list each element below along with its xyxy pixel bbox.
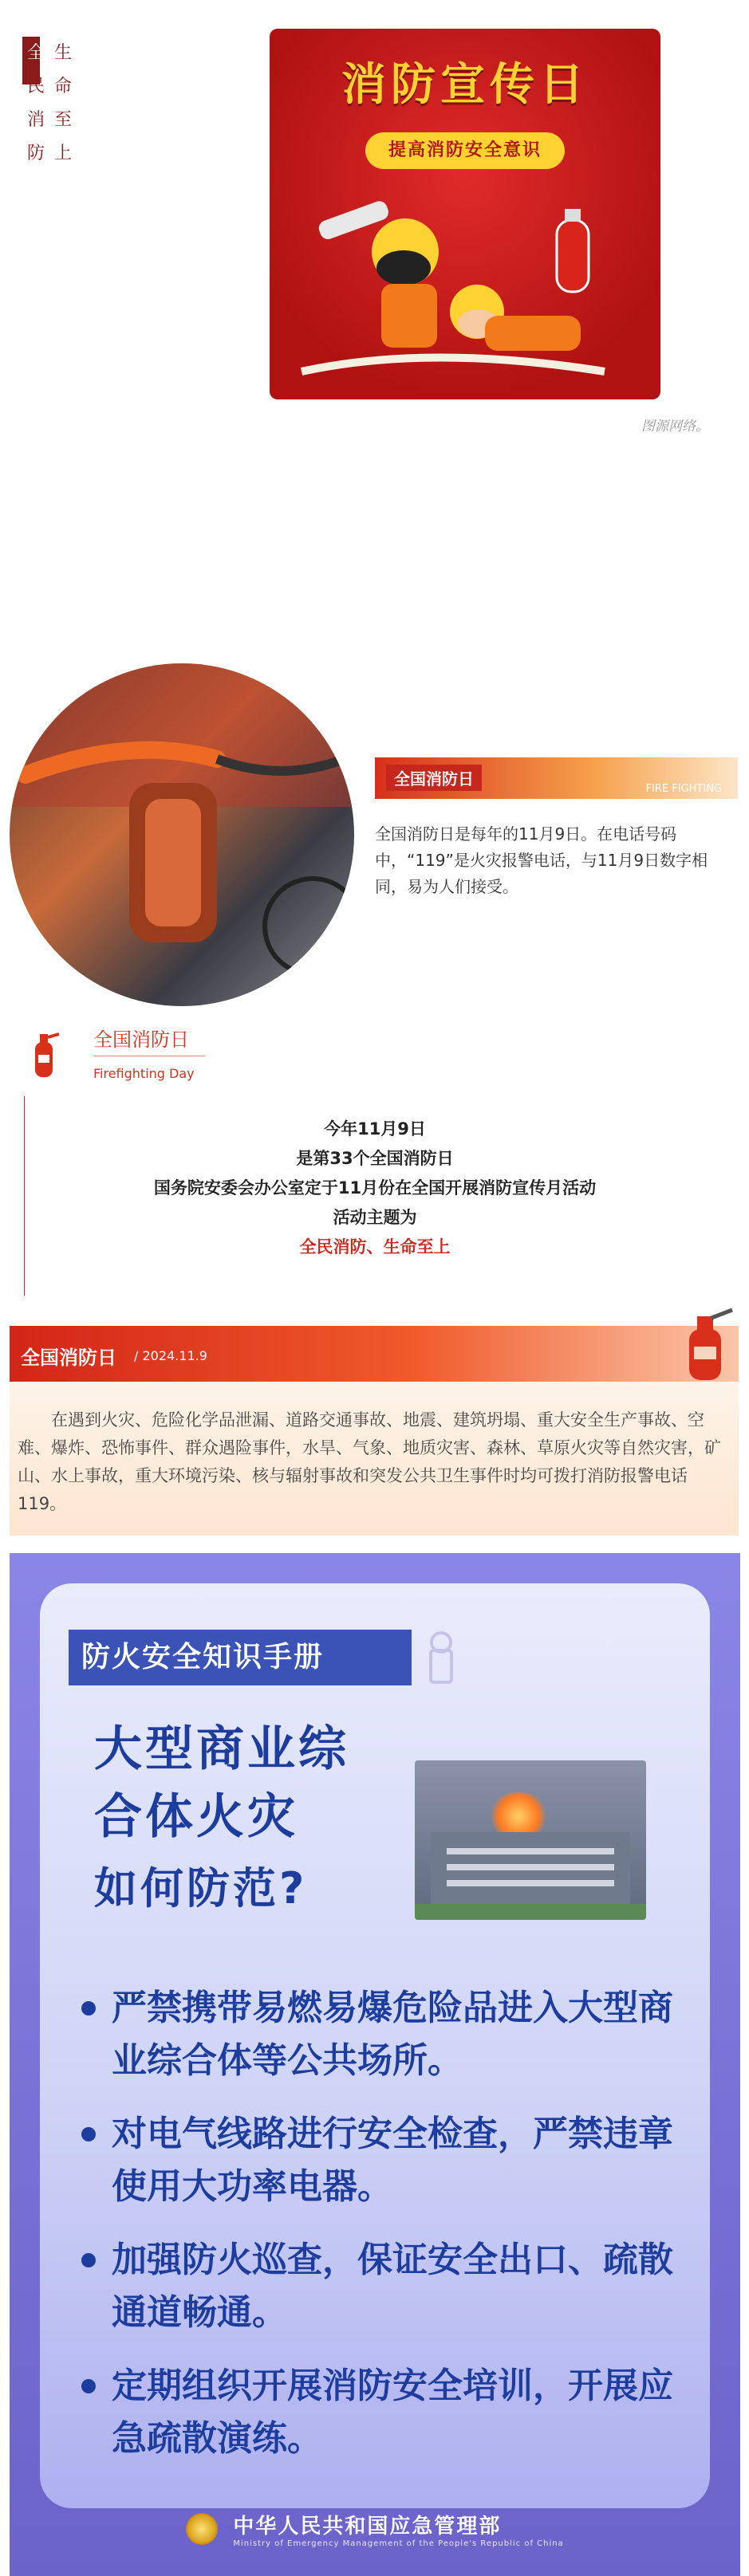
slogan-column-1	[27, 41, 45, 166]
manual-headline-line: 如何防范?	[94, 1863, 308, 1913]
section2-announcement	[64, 1115, 686, 1262]
announcement-line: 国务院安委会办公室定于11月份在全国开展消防宣传月活动	[153, 1178, 597, 1198]
section3-header-bar	[10, 1326, 739, 1382]
slogan-column-2	[54, 41, 72, 166]
announcement-line: 是第33个全国消防日	[296, 1149, 454, 1168]
fire-extinguisher-icon	[557, 209, 589, 292]
manual-bullet: 加强防火巡查，保证安全出口、疏散通道畅通。	[75, 2234, 681, 2339]
section3-date: / 2024.11.9	[134, 1348, 207, 1363]
fire-day-poster	[270, 29, 660, 399]
slogan-char: 命	[54, 77, 73, 96]
ministry-name-en: Ministry of Emergency Management of the People's Republic of China	[233, 2539, 564, 2548]
poster-title: 消防宣传日	[341, 59, 589, 111]
section2-subtitle: Firefighting Day	[93, 1066, 195, 1081]
section2-vertical-rule	[24, 1096, 25, 1296]
slogan-char: 民	[27, 77, 45, 96]
intro-tag-english: FIRE FIGHTING	[645, 783, 722, 795]
ministry-footer	[10, 2510, 740, 2566]
poster-subtitle: 提高消防安全意识	[365, 132, 565, 169]
fire-extinguisher-icon	[680, 1302, 735, 1382]
building-shape	[415, 1760, 646, 1920]
announcement-line: 今年11月9日	[324, 1119, 426, 1139]
bicycle-extinguisher-photo	[10, 663, 354, 1006]
firefighter-illustration	[270, 29, 660, 399]
firefighter-right-figure	[450, 285, 581, 351]
section3-paragraph: 在遇到火灾、危险化学品泄漏、道路交通事故、地震、建筑坍塌、重大安全生产事故、空难、爆炸、恐怖事件、群众遇险事件，水旱、气象、地质灾害、森林、草原火灾等自然灾害，矿山、水上事故，重大环境污染、核与辐射事故和突发公共卫生事件时均可拨打消防报警电话119。	[10, 1382, 739, 1536]
announcement-line: 活动主题为	[333, 1208, 417, 1227]
intro-tag-bar	[375, 757, 738, 799]
slogan-char: 防	[27, 144, 45, 163]
slogan-char: 生	[54, 43, 73, 63]
image-credit: 图源网络。	[641, 419, 709, 435]
section2-title: 全国消防日	[93, 1028, 189, 1051]
slogan-char: 至	[54, 110, 73, 130]
photo-illustration	[10, 663, 354, 1006]
manual-banner: 防火安全知识手册	[69, 1630, 412, 1685]
slogan-char: 全	[27, 43, 45, 63]
manual-card	[40, 1583, 710, 2508]
fire-safety-manual-poster	[10, 1553, 740, 2576]
ministry-name	[233, 2510, 563, 2548]
manual-headline-line: 合体火灾	[94, 1789, 298, 1845]
manual-bullet: 对电气线路进行安全检查，严禁违章使用大功率电器。	[75, 2108, 681, 2213]
firefighter-left-figure	[317, 199, 439, 348]
burning-building-illustration	[415, 1760, 646, 1920]
slogan-char: 上	[54, 144, 73, 163]
ministry-name-cn: 中华人民共和国应急管理部	[233, 2515, 502, 2539]
manual-headline-line: 大型商业综	[94, 1721, 349, 1777]
fire-extinguisher-icon	[30, 1031, 61, 1079]
national-emblem-icon	[186, 2513, 218, 2545]
manual-bullet: 严禁携带易燃易爆危险品进入大型商业综合体等公共场所。	[75, 1982, 681, 2087]
intro-description: 全国消防日是每年的11月9日。在电话号码中，“119”是火灾报警电话，与11月9日数字相同，易为人们接受。	[375, 824, 708, 896]
section3-title: 全国消防日	[21, 1347, 116, 1369]
hydrant-icon	[421, 1630, 461, 1685]
vertical-slogan	[22, 37, 86, 172]
announcement-theme: 全民消防、生命至上	[299, 1237, 451, 1257]
manual-bullet-list	[75, 1982, 681, 2486]
slogan-char: 消	[27, 110, 45, 130]
manual-bullet: 定期组织开展消防安全培训，开展应急疏散演练。	[75, 2360, 681, 2465]
intro-tag-label: 全国消防日	[386, 765, 482, 791]
